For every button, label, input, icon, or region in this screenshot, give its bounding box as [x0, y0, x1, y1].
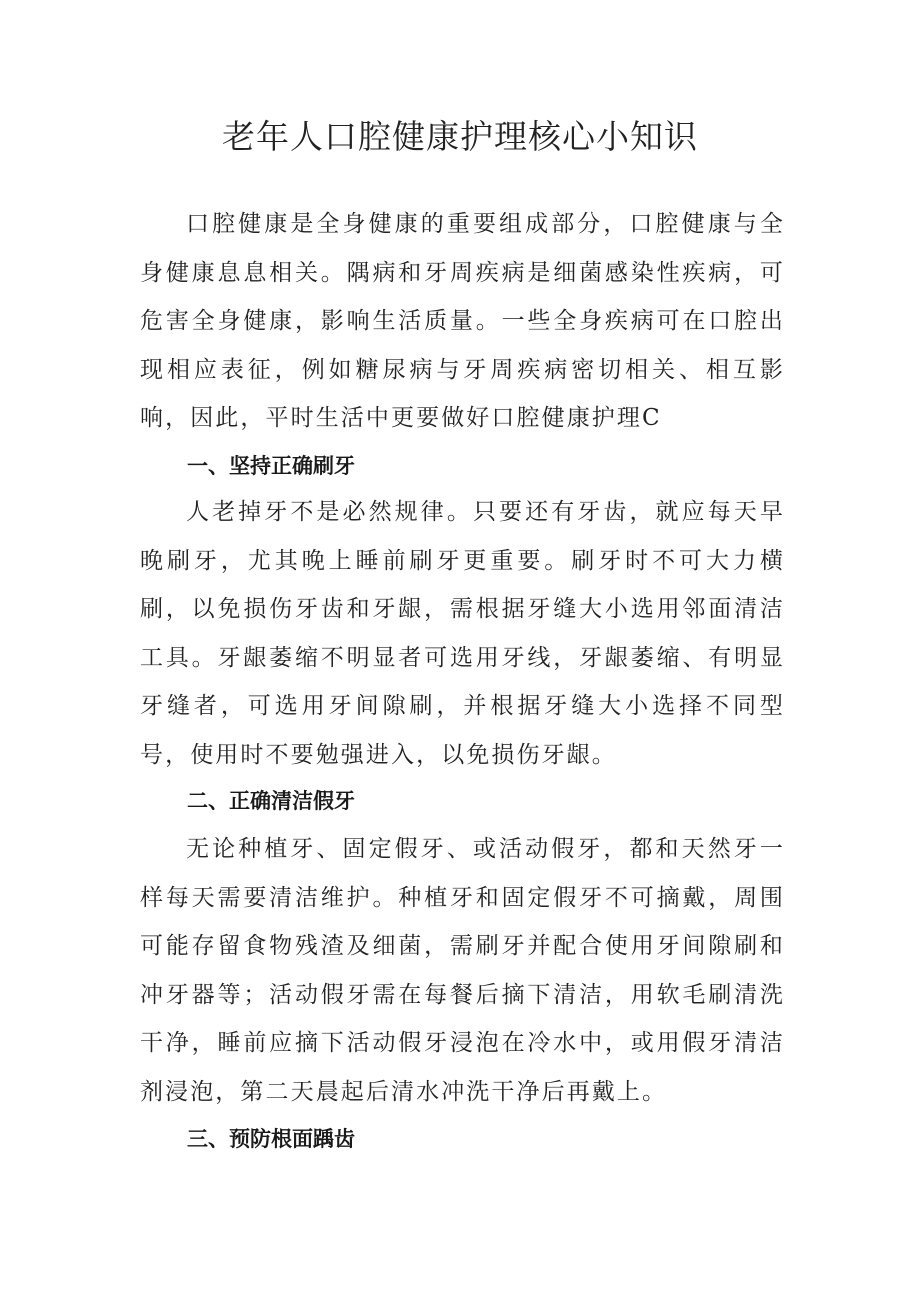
- section-heading-root-caries: 三、预防根面踽齿: [187, 1127, 355, 1151]
- document-title: 老年人口腔健康护理核心小知识: [222, 117, 698, 156]
- section-body-brushing: 人老掉牙不是必然规律。只要还有牙齿，就应每天早晚刷牙，尤其晚上睡前刷牙更重要。刷牙时不可大力横刷，以免损伤牙齿和牙龈，需根据牙缝大小选用邻面清洁工具。牙龈萎缩不明显者可选用牙线，牙龈萎缩、有明显牙缝者，可选用牙间隙刷，并根据牙缝大小选择不同型号，使用时不要勉强进入，以免损伤牙龈。: [140, 499, 785, 768]
- intro-paragraph: 口腔健康是全身健康的重要组成部分，口腔健康与全身健康息息相关。隅病和牙周疾病是细菌感染性疾病，可危害全身健康，影响生活质量。一些全身疾病可在口腔出现相应表征，例如糖尿病与牙周疾病密切相关、相互影响，因此，平时生活中更要做好口腔健康护理C: [140, 211, 785, 431]
- section-heading-brushing: 一、坚持正确刷牙: [187, 454, 355, 478]
- section-body-denture-cleaning: 无论种植牙、固定假牙、或活动假牙，都和天然牙一样每天需要清洁维护。种植牙和固定假牙不可摘戴，周围可能存留食物残渣及细菌，需刷牙并配合使用牙间隙刷和冲牙器等；活动假牙需在每餐后摘下清洁，用软毛刷清洗干净，睡前应摘下活动假牙浸泡在冷水中，或用假牙清洁剂浸泡，第二天晨起后清水冲洗干净后再戴上。: [140, 836, 785, 1105]
- section-heading-denture-cleaning: 二、正确清洁假牙: [187, 789, 355, 813]
